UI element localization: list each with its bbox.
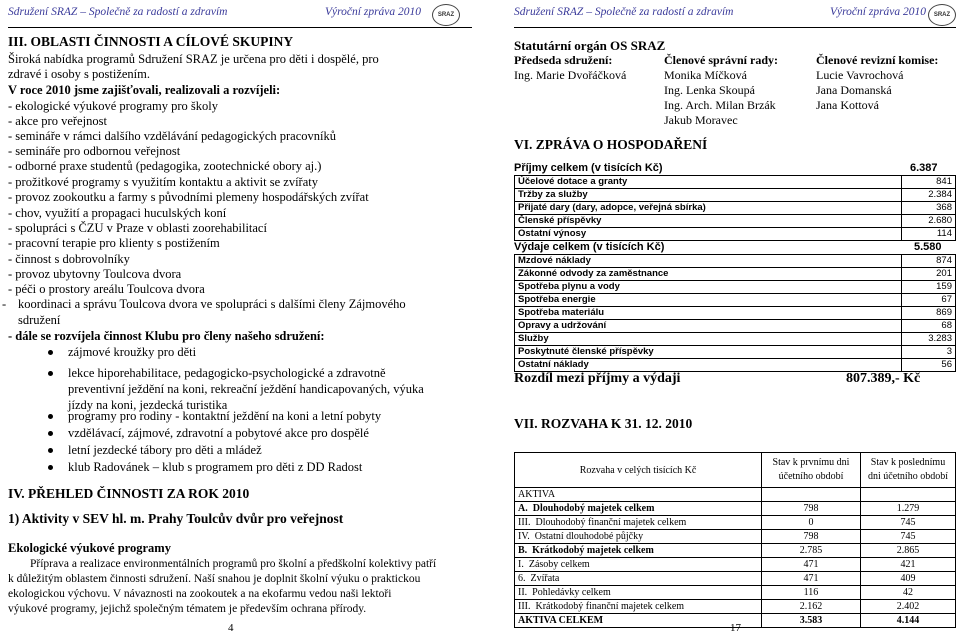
expense-label: Služby xyxy=(515,333,902,346)
income-label: Členské příspěvky xyxy=(515,215,902,228)
expense-label: Ostatní náklady xyxy=(515,359,902,372)
balance-total-end: 4.144 xyxy=(861,614,956,628)
income-total: 6.387 xyxy=(910,162,938,174)
club-item: klub Radovánek – klub s programem pro děti z DD Radost xyxy=(68,460,363,474)
balance-end: 1.279 xyxy=(861,502,956,516)
table-row xyxy=(515,502,956,516)
balance-label xyxy=(515,516,762,530)
balance-prefix: III. xyxy=(518,517,531,528)
balance-column-header xyxy=(762,453,861,488)
balance-start: 2.785 xyxy=(762,544,861,558)
balance-start: 471 xyxy=(762,572,861,586)
expense-value: 201 xyxy=(902,268,956,281)
empty-cell xyxy=(762,488,861,502)
balance-label xyxy=(515,544,762,558)
aktiva-label: AKTIVA xyxy=(515,488,762,502)
balance-start: 116 xyxy=(762,586,861,600)
page-number: 4 xyxy=(228,622,234,634)
expense-label: Zákonné odvody za zaměstnance xyxy=(515,268,902,281)
expense-label: Spotřeba plynu a vody xyxy=(515,281,902,294)
table-row xyxy=(515,530,956,544)
income-label: Účelové dotace a granty xyxy=(515,176,902,189)
club-item: vzdělávací, zájmové, zdravotní a pobytové akce pro dospělé xyxy=(68,426,369,440)
board-member: Monika Míčková xyxy=(664,68,747,82)
balance-label xyxy=(515,558,762,572)
header-organization: Sdružení SRAZ – Společně za radostí a zdravím xyxy=(8,6,228,18)
expense-table xyxy=(514,254,956,372)
balance-total-label: AKTIVA CELKEM xyxy=(515,614,762,628)
balance-start: 0 xyxy=(762,516,861,530)
activity-item: - semináře pro odbornou veřejnost xyxy=(8,144,181,158)
revision-heading: Členové revizní komise: xyxy=(816,53,939,67)
balance-label xyxy=(515,586,762,600)
expense-label: Mzdové náklady xyxy=(515,255,902,268)
activity-item: - semináře v rámci dalšího vzdělávání pedagogických pracovníků xyxy=(8,129,337,143)
table-row xyxy=(515,600,956,614)
table-row xyxy=(515,294,956,307)
expense-value: 56 xyxy=(902,359,956,372)
expense-label: Opravy a udržování xyxy=(515,320,902,333)
board-member: Ing. Lenka Skoupá xyxy=(664,83,755,97)
expense-label: Spotřeba materiálu xyxy=(515,307,902,320)
table-row xyxy=(515,346,956,359)
col-end-line-2: dni účetního období xyxy=(868,471,948,482)
table-row xyxy=(515,215,956,228)
header-report-title: Výroční zpráva 2010 xyxy=(325,6,422,18)
table-row xyxy=(515,359,956,372)
table-row xyxy=(515,189,956,202)
balance-label-text: Krátkodobý majetek celkem xyxy=(532,545,654,556)
eko-paragraph-line: ekologickou výchovu. V návaznosti na zookoutek a na ekofarmu vedou naši lektoři xyxy=(8,588,392,600)
balance-end: 42 xyxy=(861,586,956,600)
table-row xyxy=(515,558,956,572)
eko-paragraph-line: výukové programy, jejichž společným tématem je především ochrana přírody. xyxy=(8,603,367,615)
board-heading: Členové správní rady: xyxy=(664,53,778,67)
balance-label xyxy=(515,572,762,586)
table-row xyxy=(515,281,956,294)
expense-value: 67 xyxy=(902,294,956,307)
table-row xyxy=(515,488,956,502)
activity-item: - provoz zookoutku a farmy s původními plemeny hospodářských zvířat xyxy=(8,190,369,204)
year-heading: V roce 2010 jsme zajišťovali, realizovali a rozvíjeli: xyxy=(8,83,281,97)
balance-prefix: III. xyxy=(518,601,531,612)
table-row xyxy=(515,176,956,189)
header-rule xyxy=(514,27,956,28)
col-start-line-1: Stav k prvnímu dni xyxy=(772,457,850,468)
table-row xyxy=(515,572,956,586)
table-header-row xyxy=(515,453,956,488)
balance-label-text: Pohledávky celkem xyxy=(532,587,611,598)
expense-title: Výdaje celkem (v tisících Kč) xyxy=(514,241,665,253)
activity-item: - akce pro veřejnost xyxy=(8,114,107,128)
sraz-logo: SRAZ xyxy=(928,4,956,26)
balance-label-text: Ostatní dlouhodobé půjčky xyxy=(534,531,644,542)
expense-value: 869 xyxy=(902,307,956,320)
club-item-cont: jízdy na koni, jezdecká turistika xyxy=(68,398,228,412)
header-report-title: Výroční zpráva 2010 xyxy=(830,6,927,18)
expense-value: 68 xyxy=(902,320,956,333)
intro-line-1: Široká nabídka programů Sdružení SRAZ je určena pro děti i dospělé, pro xyxy=(8,52,379,66)
activities-title: 1) Aktivity v SEV hl. m. Prahy Toulcův dvůr pro veřejnost xyxy=(8,511,344,526)
club-item: zájmové kroužky pro děti xyxy=(68,345,197,359)
expense-value: 3 xyxy=(902,346,956,359)
expense-label: Poskytnuté členské příspěvky xyxy=(515,346,902,359)
income-label: Tržby za služby xyxy=(515,189,902,202)
organ-title: Statutární orgán OS SRAZ xyxy=(514,38,666,53)
activity-item: - provoz ubytovny Toulcova dvora xyxy=(8,267,182,281)
section-7-title: VII. ROZVAHA K 31. 12. 2010 xyxy=(514,416,693,431)
bullet-icon xyxy=(48,431,53,436)
income-label: Ostatní výnosy xyxy=(515,228,902,241)
table-row xyxy=(515,255,956,268)
income-label: Přijaté dary (dary, adopce, veřejná sbírka) xyxy=(515,202,902,215)
table-row xyxy=(515,268,956,281)
activity-item: - činnost s dobrovolníky xyxy=(8,252,130,266)
expense-value: 874 xyxy=(902,255,956,268)
club-heading: - dále se rozvíjela činnost Klubu pro členy našeho sdružení: xyxy=(8,329,325,343)
balance-prefix: I. xyxy=(518,559,524,570)
board-member: Ing. Arch. Milan Brzák xyxy=(664,98,776,112)
board-member: Jakub Moravec xyxy=(664,113,738,127)
table-row xyxy=(515,202,956,215)
balance-column-header: Rozvaha v celých tisících Kč xyxy=(515,453,762,488)
col-end-line-1: Stav k poslednímu xyxy=(870,457,946,468)
header-rule xyxy=(8,27,472,28)
expense-value: 159 xyxy=(902,281,956,294)
eko-paragraph-line: k důležitým oblastem činnosti sdružení. Naší snahou je doplnit školní výuku o praktickou xyxy=(8,573,421,585)
section-3-title: III. OBLASTI ČINNOSTI A CÍLOVÉ SKUPINY xyxy=(8,34,294,49)
intro-line-2: zdravé i osoby s postižením. xyxy=(8,67,150,81)
table-row xyxy=(515,586,956,600)
balance-label-text: Zvířata xyxy=(530,573,560,584)
koord-line-1: koordinaci a správu Toulcova dvora ve spolupráci s dalšími členy Zájmového xyxy=(18,297,406,311)
table-row xyxy=(515,333,956,346)
revision-member: Jana Kottová xyxy=(816,98,879,112)
balance-end: 421 xyxy=(861,558,956,572)
balance-prefix: B. xyxy=(518,545,528,556)
balance-start: 2.162 xyxy=(762,600,861,614)
income-table xyxy=(514,175,956,241)
header-organization: Sdružení SRAZ – Společně za radostí a zdravím xyxy=(514,6,734,18)
activity-item: - péči o prostory areálu Toulcova dvora xyxy=(8,282,205,296)
expense-total: 5.580 xyxy=(914,241,942,253)
revision-member: Jana Domanská xyxy=(816,83,892,97)
activity-item: - odborné praxe studentů (pedagogika, zootechnické obory aj.) xyxy=(8,159,322,173)
club-item: programy pro rodiny - kontaktní ježdění na koni a letní pobyty xyxy=(68,409,382,423)
koord-line-2: sdružení xyxy=(18,313,61,327)
club-item: letní jezdecké tábory pro děti a mládež xyxy=(68,443,262,457)
koord-dash: - xyxy=(2,297,7,311)
balance-label-text: Dlouhodobý majetek celkem xyxy=(532,503,655,514)
bullet-icon xyxy=(48,350,53,355)
income-title: Příjmy celkem (v tisících Kč) xyxy=(514,162,663,174)
difference-value: 807.389,- Kč xyxy=(846,371,921,386)
expense-value: 3.283 xyxy=(902,333,956,346)
right-page xyxy=(480,0,960,635)
eko-title: Ekologické výukové programy xyxy=(8,541,171,555)
balance-label xyxy=(515,530,762,544)
income-value: 114 xyxy=(902,228,956,241)
balance-end: 745 xyxy=(861,516,956,530)
balance-label-text: Krátkodobý finanční majetek celkem xyxy=(535,601,685,612)
table-row xyxy=(515,320,956,333)
bullet-icon xyxy=(48,371,53,376)
balance-table xyxy=(514,452,956,628)
table-row xyxy=(515,544,956,558)
bullet-icon xyxy=(48,448,53,453)
revision-member: Lucie Vavrochová xyxy=(816,68,904,82)
balance-start: 471 xyxy=(762,558,861,572)
income-value: 368 xyxy=(902,202,956,215)
activity-item: - prožitkové programy s využitím kontaktu a aktivit se zvířaty xyxy=(8,175,318,189)
col-start-line-2: účetního období xyxy=(778,471,844,482)
club-item: lekce hiporehabilitace, pedagogicko-psychologické a zdravotně xyxy=(68,366,386,380)
table-row xyxy=(515,516,956,530)
balance-end: 409 xyxy=(861,572,956,586)
balance-label-text: Zásoby celkem xyxy=(528,559,590,570)
balance-end: 745 xyxy=(861,530,956,544)
sraz-logo: SRAZ xyxy=(432,4,460,26)
balance-prefix: 6. xyxy=(518,573,526,584)
balance-column-header xyxy=(861,453,956,488)
chair-heading: Předseda sdružení: xyxy=(514,53,613,67)
balance-label-text: Dlouhodobý finanční majetek celkem xyxy=(535,517,687,528)
activity-item: - chov, využití a propagaci huculských koní xyxy=(8,206,227,220)
income-value: 841 xyxy=(902,176,956,189)
balance-end: 2.402 xyxy=(861,600,956,614)
balance-start: 798 xyxy=(762,502,861,516)
table-row xyxy=(515,228,956,241)
eko-paragraph-line: Příprava a realizace environmentálních programů pro školní a předškolní kolektivy patří xyxy=(30,558,437,570)
balance-label xyxy=(515,502,762,516)
empty-cell xyxy=(861,488,956,502)
bullet-icon xyxy=(48,465,53,470)
balance-prefix: II. xyxy=(518,587,528,598)
balance-prefix: IV. xyxy=(518,531,530,542)
expense-label: Spotřeba energie xyxy=(515,294,902,307)
section-6-title: VI. ZPRÁVA O HOSPODAŘENÍ xyxy=(514,137,708,152)
bullet-icon xyxy=(48,414,53,419)
activity-item: - pracovní terapie pro klienty s postižením xyxy=(8,236,220,250)
page-number: 17 xyxy=(730,622,741,634)
club-item-cont: preventivní ježdění na koni, rekreační ježdění handicapovaných, výuka xyxy=(68,382,424,396)
activity-item: - spolupráci s ČZU v Praze v oblasti zoorehabilitací xyxy=(8,221,267,235)
table-row xyxy=(515,307,956,320)
income-value: 2.384 xyxy=(902,189,956,202)
chair-name: Ing. Marie Dvořáčková xyxy=(514,68,627,82)
income-value: 2.680 xyxy=(902,215,956,228)
balance-prefix: A. xyxy=(518,503,528,514)
balance-label xyxy=(515,600,762,614)
difference-label: Rozdíl mezi příjmy a výdaji xyxy=(514,371,681,386)
activity-item: - ekologické výukové programy pro školy xyxy=(8,99,219,113)
section-4-title: IV. PŘEHLED ČINNOSTI ZA ROK 2010 xyxy=(8,486,250,501)
balance-total-start: 3.583 xyxy=(762,614,861,628)
balance-end: 2.865 xyxy=(861,544,956,558)
balance-start: 798 xyxy=(762,530,861,544)
